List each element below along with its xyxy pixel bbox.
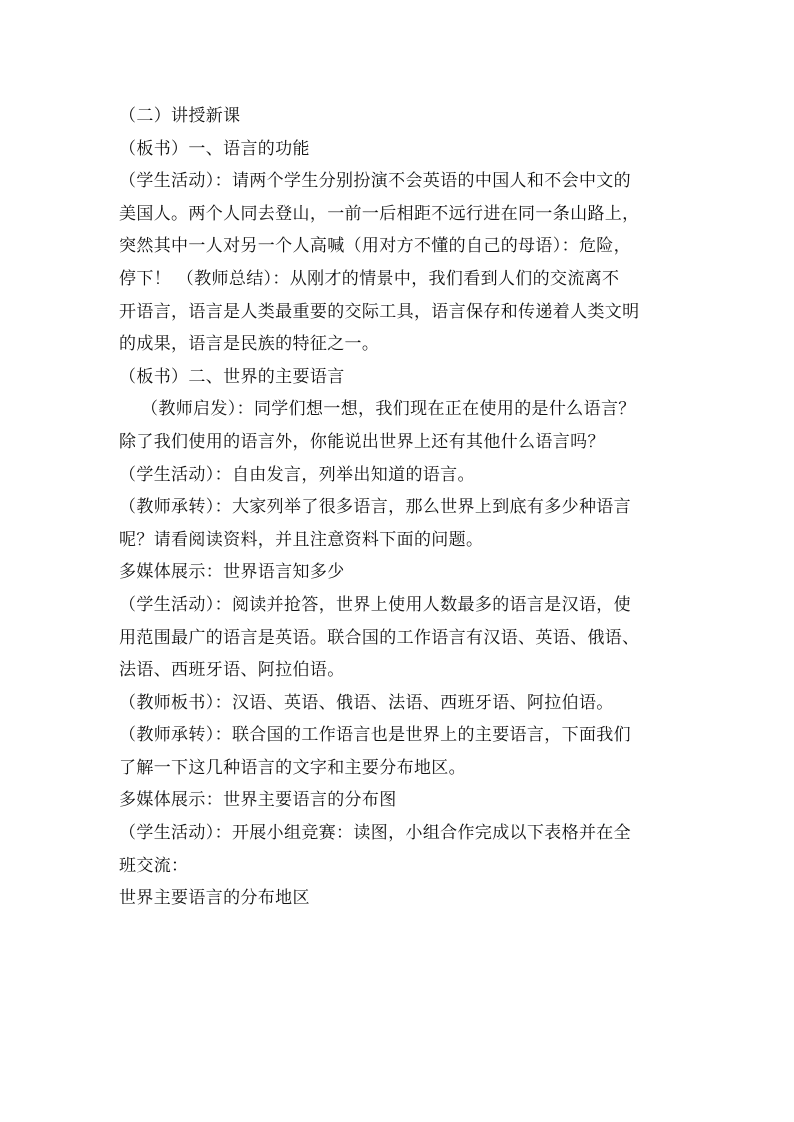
paragraph-line: 开语言，语言是人类最重要的交际工具，语言保存和传递着人类文明: [119, 301, 640, 322]
board-note-1: （板书）一、语言的功能: [119, 138, 310, 159]
paragraph-line: （学生活动）：开展小组竞赛：读图，小组合作完成以下表格并在全: [119, 823, 631, 844]
paragraph-line: 突然其中一人对另一个人高喊（用对方不懂的自己的母语）：危险，: [119, 236, 631, 257]
table-caption: 世界主要语言的分布地区: [119, 888, 310, 909]
document-body: [119, 100, 677, 915]
paragraph-line: （教师承转）：大家列举了很多语言，那么世界上到底有多少种语言: [119, 497, 631, 518]
paragraph-line: 美国人。两个人同去登山，一前一后相距不远行进在同一条山路上，: [119, 203, 640, 224]
paragraph-line: （学生活动）：阅读并抢答，世界上使用人数最多的语言是汉语，使: [119, 594, 631, 615]
paragraph-line: （学生活动）：请两个学生分别扮演不会英语的中国人和不会中文的: [119, 171, 631, 192]
multimedia-note-1: 多媒体展示：世界语言知多少: [119, 562, 345, 583]
board-note-2: （板书）二、世界的主要语言: [119, 366, 345, 387]
paragraph-line: 呢？请看阅读资料，并且注意资料下面的问题。: [119, 529, 484, 550]
paragraph-line: 法语、西班牙语、阿拉伯语。: [119, 660, 345, 681]
paragraph-line: 停下！ （教师总结）：从刚才的情景中，我们看到人们的交流离不: [119, 268, 620, 289]
paragraph-line: 了解一下这几种语言的文字和主要分布地区。: [119, 757, 466, 778]
paragraph-line: （教师启发）：同学们想一想，我们现在正在使用的是什么语言？: [141, 399, 636, 420]
paragraph-line: （教师板书）：汉语、英语、俄语、法语、西班牙语、阿拉伯语。: [119, 692, 614, 713]
paragraph-line: （学生活动）：自由发言，列举出知道的语言。: [119, 464, 475, 485]
paragraph-line: 的成果，语言是民族的特征之一。: [119, 334, 380, 355]
section-heading: （二）讲授新课: [119, 106, 241, 126]
multimedia-note-2: 多媒体展示：世界主要语言的分布图: [119, 790, 397, 811]
paragraph-line: 班交流：: [119, 855, 189, 876]
paragraph-line: 用范围最广的语言是英语。联合国的工作语言有汉语、英语、俄语、: [119, 627, 640, 648]
paragraph-line: （教师承转）：联合国的工作语言也是世界上的主要语言，下面我们: [119, 725, 631, 746]
paragraph-line: 除了我们使用的语言外，你能说出世界上还有其他什么语言吗？: [119, 431, 605, 452]
